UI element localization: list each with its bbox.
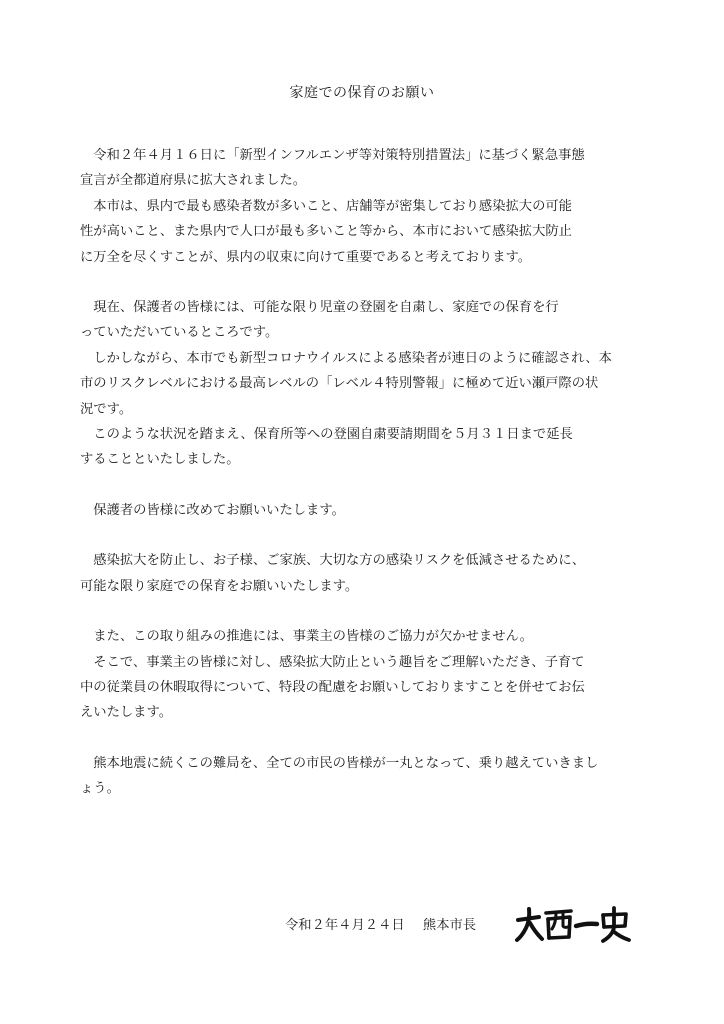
text-line: このような状況を踏まえ、保育所等への登園自粛要請期間を５月３１日まで延長 [80,427,573,443]
signature-image [515,906,631,944]
text-line: しかしながら、本市でも新型コロナウイルスによる感染者が連日のように確認され、本 [80,350,612,366]
handwritten-signature [515,906,631,944]
text-line: 市のリスクレベルにおける最高レベルの「レベル４特別警報」に極めて近い瀬戸際の状 [80,376,599,392]
paragraph-request-to-guardians [80,498,660,523]
paragraph-spacer [80,726,660,751]
document-body [80,143,660,802]
text-line: っていただいているところです。 [80,325,279,341]
text-line: 保護者の皆様に改めてお願いいたします。 [80,502,345,518]
text-line: 現在、保護者の皆様には、可能な限り児童の登園を自粛し、家庭での保育を行 [80,300,559,316]
text-line: 況です。 [80,401,133,417]
paragraph-employer-cooperation [80,624,660,726]
paragraph-spacer [80,473,660,498]
paragraph-spacer [80,523,660,548]
text-line: 本市は、県内で最も感染者数が多いこと、店舗等が密集しており感染拡大の可能 [80,198,572,214]
text-line: そこで、事業主の皆様に対し、感染拡大防止という趣旨をご理解いただき、子育て [80,654,585,670]
paragraph-spacer [80,599,660,624]
text-line: に万全を尽くすことが、県内の収束に向けて重要であると考えております。 [80,249,532,265]
paragraph-spacer [80,270,660,295]
paragraph-closing [80,751,660,802]
text-line: えいたします。 [80,705,173,721]
text-line: ょう。 [80,781,120,797]
text-line: 中の従業員の休暇取得について、特段の配慮をお願いしておりますことを併せてお伝 [80,679,585,695]
paragraph-emergency-declaration [80,143,660,270]
paragraph-infection-prevention [80,548,660,599]
text-line: 宣言が全都道府県に拡大されました。 [80,173,307,189]
text-line: 令和２年４月１６日に「新型インフルエンザ等対策特別措置法」に基づく緊急事態 [80,148,585,163]
author-position: 熊本市長 [422,918,477,933]
issue-date: 令和２年４月２４日 [285,918,405,933]
text-line: 性が高いこと、また県内で人口が最も多いこと等から、本市において感染拡大防止 [80,224,572,240]
text-line: 感染拡大を防止し、お子様、ご家族、大切な方の感染リスクを低減させるために、 [80,553,586,569]
text-line: また、この取り組みの推進には、事業主の皆様のご協力が欠かせません。 [80,629,533,645]
paragraph-current-situation [80,295,660,473]
document-title: 家庭での保育のお願い [289,85,435,101]
text-line: 可能な限り家庭での保育をお願いいたします。 [80,578,359,594]
document-footer [285,914,476,933]
text-line: することといたしました。 [80,452,240,468]
text-line: 熊本地震に続くこの難局を、全ての市民の皆様が一丸となって、乗り越えていきまし [80,755,599,771]
